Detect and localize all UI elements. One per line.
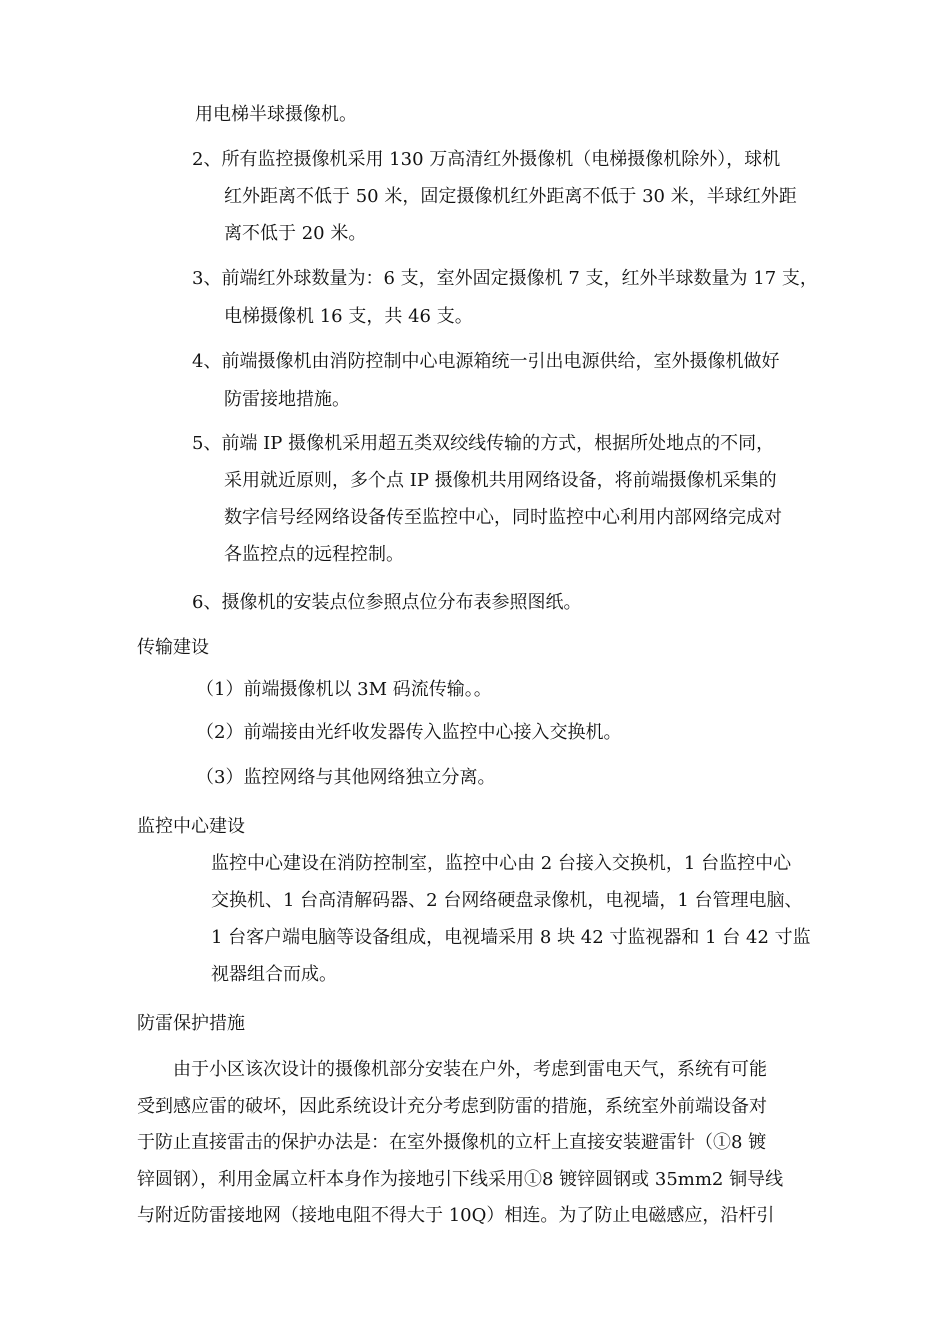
transmission-item-2: （2）前端接由光纤收发器传入监控中心接入交换机。 (196, 722, 622, 743)
item3-line2: 电梯摄像机 16 支，共 46 支。 (224, 306, 473, 327)
transmission-item-1: （1）前端摄像机以 3M 码流传输。。 (196, 679, 492, 700)
item1-tail: 用电梯半球摄像机。 (195, 104, 357, 125)
item5-line3: 数字信号经网络设备传至监控中心，同时监控中心利用内部网络完成对 (224, 507, 782, 528)
transmission-heading: 传输建设 (137, 637, 209, 658)
monitoring-heading: 监控中心建设 (137, 816, 245, 837)
item4-line2: 防雷接地措施。 (224, 389, 350, 410)
item3-line1: 3、前端红外球数量为：6 支，室外固定摄像机 7 支，红外半球数量为 17 支， (192, 268, 818, 289)
item6: 6、摄像机的安装点位参照点位分布表参照图纸。 (192, 592, 582, 613)
item2-line3: 离不低于 20 米。 (224, 223, 367, 244)
lightning-line-3: 于防止直接雷击的保护办法是：在室外摄像机的立杆上直接安装避雷针（①8 镀 (137, 1132, 767, 1153)
monitoring-line-3: 1 台客户端电脑等设备组成，电视墙采用 8 块 42 寸监视器和 1 台 42 寸监 (211, 927, 811, 948)
item5-line4: 各监控点的远程控制。 (224, 544, 404, 565)
monitoring-line-1: 监控中心建设在消防控制室，监控中心由 2 台接入交换机，1 台监控中心 (211, 853, 792, 874)
item5-line2: 采用就近原则，多个点 IP 摄像机共用网络设备，将前端摄像机采集的 (224, 470, 777, 491)
lightning-line-1: 由于小区该次设计的摄像机部分安装在户外，考虑到雷电天气，系统有可能 (173, 1059, 767, 1080)
item4-line1: 4、前端摄像机由消防控制中心电源箱统一引出电源供给，室外摄像机做好 (192, 351, 780, 372)
item2-line2: 红外距离不低于 50 米，固定摄像机红外距离不低于 30 米，半球红外距 (224, 186, 797, 207)
item2-line1: 2、所有监控摄像机采用 130 万高清红外摄像机（电梯摄像机除外），球机 (192, 149, 781, 170)
monitoring-line-4: 视器组合而成。 (211, 964, 337, 985)
lightning-line-2: 受到感应雷的破坏，因此系统设计充分考虑到防雷的措施，系统室外前端设备对 (137, 1096, 767, 1117)
transmission-item-3: （3）监控网络与其他网络独立分离。 (196, 767, 496, 788)
lightning-line-5: 与附近防雷接地网（接地电阻不得大于 10Q）相连。为了防止电磁感应，沿杆引 (137, 1205, 775, 1226)
lightning-line-4: 锌圆钢），利用金属立杆本身作为接地引下线采用①8 镀锌圆钢或 35mm2 铜导线 (137, 1169, 784, 1190)
lightning-heading: 防雷保护措施 (137, 1013, 245, 1034)
monitoring-line-2: 交换机、1 台高清解码器、2 台网络硬盘录像机，电视墙，1 台管理电脑、 (211, 890, 803, 911)
item5-line1: 5、前端 IP 摄像机采用超五类双绞线传输的方式，根据所处地点的不同， (192, 433, 775, 454)
